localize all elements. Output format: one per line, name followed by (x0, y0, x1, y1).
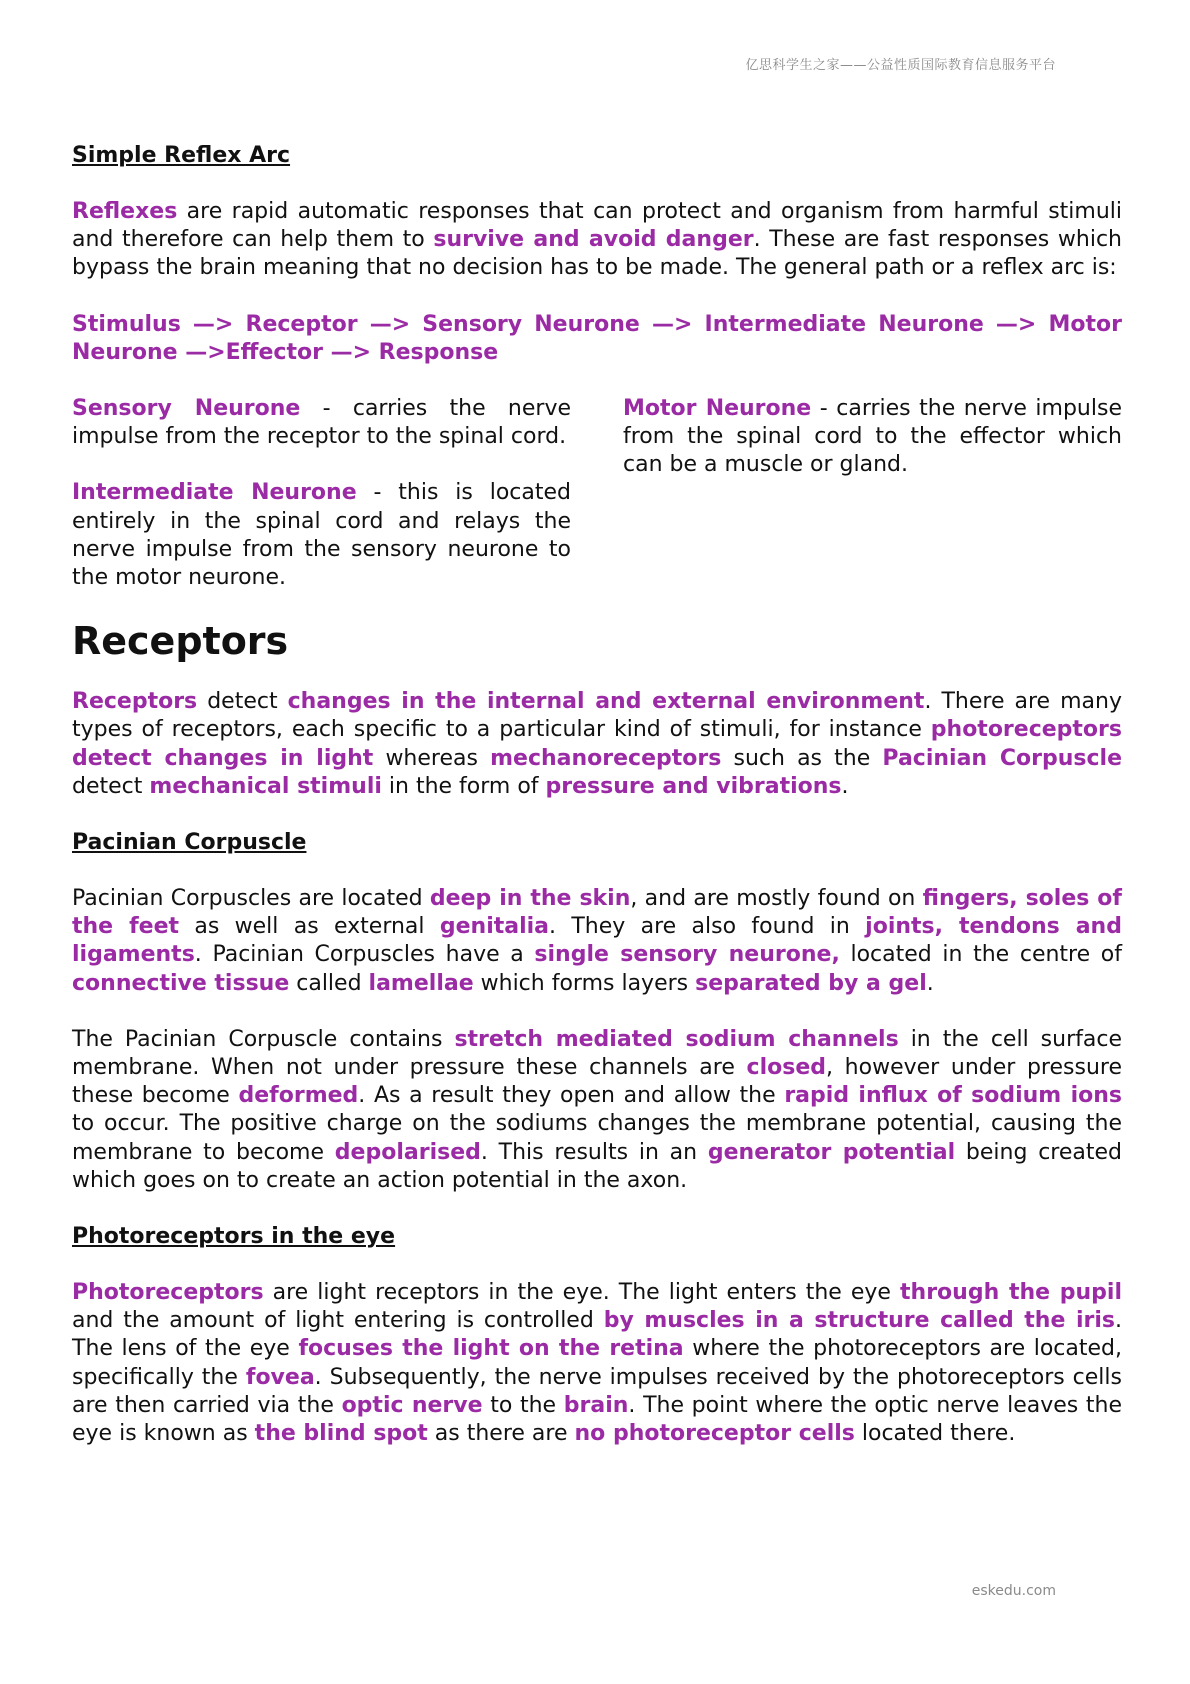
highlighted-term: depolarised (334, 1139, 481, 1165)
text-run: . As a result they open and allow the (358, 1083, 785, 1109)
text-run: where the photoreceptors are located, specifically the (72, 1336, 1122, 1390)
highlighted-term: Reflexes (72, 199, 178, 224)
intermediate-neurone-text: - this is located entirely in the spinal cord and relays the nerve impulse from the sensory neurone to the motor neurone. (72, 480, 571, 591)
text-run: to occur. The positive charge on the sodiums changes the membrane potential, causing the membrane to become (72, 1111, 1122, 1165)
text-run: . (841, 773, 849, 799)
highlighted-term: Receptors (72, 689, 198, 715)
text-run: . (926, 970, 934, 996)
text-run: , however under pressure these become (72, 1055, 1122, 1109)
highlighted-term: fingers, soles of the feet (72, 886, 1122, 940)
text-run: . They are also found in (549, 914, 866, 940)
text-run: as there are (427, 1421, 575, 1447)
highlighted-term: the blind spot (254, 1421, 428, 1447)
text-run: The Pacinian Corpuscle contains (72, 1026, 455, 1052)
text-run: . There are many types of receptors, each specific to a particular kind of stimuli, for instance (72, 689, 1122, 743)
text-run: . Pacinian Corpuscles have a (194, 942, 535, 968)
right-column (623, 395, 1122, 592)
intermediate-neurone-term: Intermediate Neurone (72, 480, 357, 506)
highlighted-term: optic nerve (341, 1392, 483, 1418)
highlighted-term: mechanical stimuli (149, 773, 382, 799)
highlighted-term: through the pupil (900, 1280, 1122, 1306)
highlighted-term: rapid influx of sodium ions (784, 1083, 1122, 1109)
text-run: detect (197, 689, 288, 715)
text-run: . The point where the optic nerve leaves the eye is known as (72, 1392, 1122, 1447)
highlighted-term: mechanoreceptors (490, 745, 722, 771)
highlighted-term: photoreceptors detect changes in light (72, 717, 1122, 771)
text-run: , and are mostly found on (630, 886, 923, 912)
document-body (72, 142, 1122, 1448)
highlighted-term: no photoreceptor cells (574, 1421, 855, 1447)
motor-neurone-term: Motor Neurone (623, 396, 812, 422)
left-column (72, 395, 571, 592)
intermediate-neurone-definition (72, 479, 571, 592)
text-run: . This results in an (480, 1139, 708, 1165)
highlighted-term: fovea (245, 1364, 315, 1390)
reflex-arc-path: Stimulus —> Receptor —> Sensory Neurone —> Intermediate Neurone —> Motor Neurone —>Effector —> Response (72, 311, 1122, 365)
highlighted-term: genitalia (439, 914, 550, 940)
text-run: whereas (373, 745, 491, 771)
highlighted-term: closed (746, 1055, 827, 1081)
photoreceptors-paragraph (72, 1279, 1122, 1448)
text-run: as well as external (179, 914, 440, 940)
text-run: called (289, 970, 369, 996)
footer-note: eskedu.com (971, 1583, 1056, 1599)
highlighted-term: single sensory neurone, (534, 942, 840, 968)
highlighted-term: stretch mediated sodium channels (454, 1026, 899, 1052)
highlighted-term: changes in the internal and external environment (287, 689, 925, 715)
highlighted-term: Photoreceptors (72, 1280, 264, 1306)
text-run: in the form of (381, 773, 546, 799)
pacinian-paragraph-2 (72, 1026, 1122, 1195)
text-run: such as the (721, 745, 883, 771)
highlighted-term: joints, tendons and ligaments (72, 914, 1122, 968)
highlighted-term: connective tissue (72, 970, 290, 996)
highlighted-term: lamellae (368, 970, 474, 996)
text-run: . Subsequently, the nerve impulses received by the photoreceptors cells are then carried via the (72, 1364, 1122, 1418)
highlighted-term: deep in the skin (429, 886, 631, 912)
text-run: located in the centre of (839, 942, 1123, 968)
sensory-neurone-text: - carries the nerve impulse from the receptor to the spinal cord. (72, 396, 571, 450)
text-run: to the (482, 1392, 564, 1418)
highlighted-term: focuses the light on the retina (298, 1336, 684, 1362)
neurone-columns (72, 395, 1122, 592)
text-run: . The lens of the eye (72, 1308, 1122, 1362)
text-run: being created which goes on to create an action potential in the axon. (72, 1139, 1123, 1193)
text-run: are light receptors in the eye. The light enters the eye (263, 1280, 901, 1306)
highlighted-term: Pacinian Corpuscle (882, 745, 1123, 771)
text-run: and the amount of light entering is controlled (72, 1308, 604, 1334)
text-run: in the cell surface membrane. When not under pressure these channels are (72, 1026, 1122, 1081)
highlighted-term: generator potential (707, 1139, 956, 1165)
text-run: which forms layers (473, 970, 696, 996)
highlighted-term: deformed (238, 1083, 359, 1109)
receptors-intro-paragraph (72, 688, 1122, 801)
highlighted-term: by muscles in a structure called the iris (603, 1308, 1115, 1334)
heading-photoreceptors: Photoreceptors in the eye (72, 1224, 396, 1250)
motor-neurone-text: - carries the nerve impulse from the spinal cord to the effector which can be a muscle or gland. (623, 396, 1122, 478)
heading-receptors: Receptors (72, 619, 289, 664)
text-run: located there. (854, 1421, 1016, 1447)
text-run: Pacinian Corpuscles are located (72, 886, 430, 912)
heading-pacinian-corpuscle: Pacinian Corpuscle (72, 830, 307, 856)
sensory-neurone-definition (72, 395, 571, 451)
heading-simple-reflex-arc: Simple Reflex Arc (72, 143, 291, 168)
text-run: . These are fast responses which bypass the brain meaning that no decision has to be made. The general path or a reflex arc is: (72, 227, 1122, 281)
pacinian-paragraph-1 (72, 885, 1122, 998)
highlighted-term: pressure and vibrations (545, 773, 842, 799)
text-run: detect (72, 773, 150, 799)
header-note: 亿思科学生之家——公益性质国际教育信息服务平台 (745, 58, 1056, 73)
highlighted-term: brain (563, 1392, 629, 1418)
motor-neurone-definition (623, 395, 1122, 480)
reflex-intro-paragraph (72, 198, 1122, 283)
highlighted-term: survive and avoid danger (433, 227, 754, 253)
highlighted-term: separated by a gel (695, 970, 927, 996)
text-run: are rapid automatic responses that can protect and organism from harmful stimuli and therefore can help them to (72, 199, 1122, 253)
sensory-neurone-term: Sensory Neurone (72, 396, 301, 422)
